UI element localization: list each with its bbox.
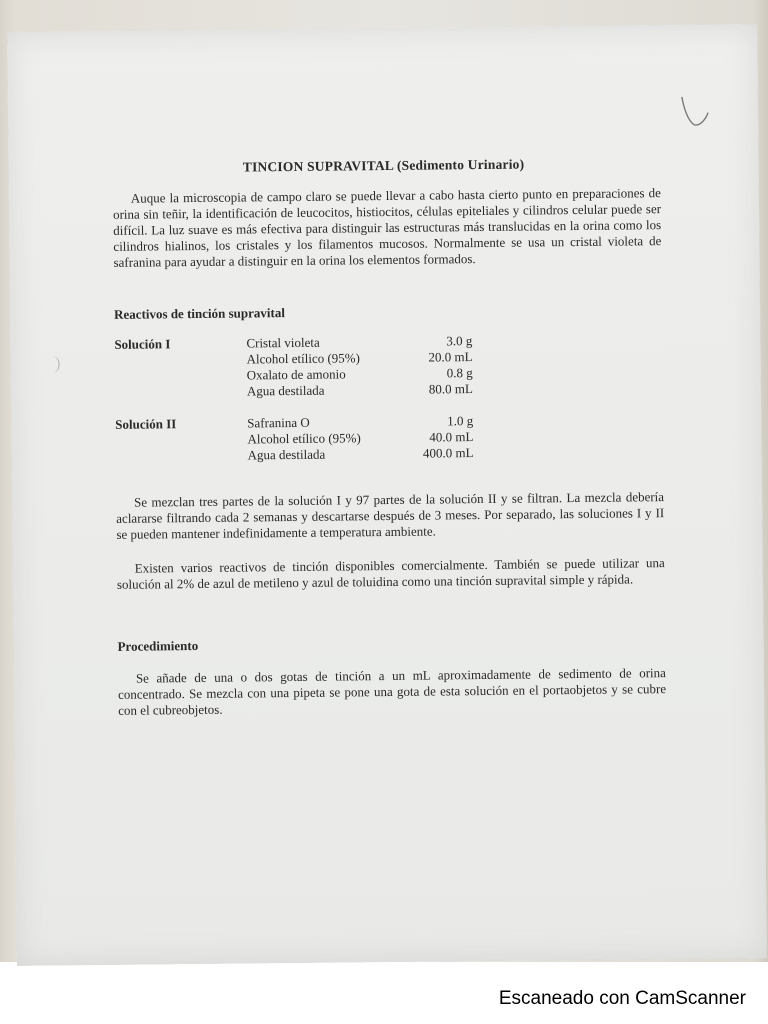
- solution-1-ingredients: [246, 333, 487, 400]
- document-title: TINCION SUPRAVITAL (Sedimento Urinario): [242, 156, 525, 175]
- reactivos-comerciales-paragraph: Existen varios reactivos de tinción disponibles comercialmente. También se puede utilizar una solución al 2% de azul de metileno y azul de toluidina como una tinción supravital simple y rápida.: [116, 555, 665, 592]
- mezcla-paragraph: Se mezclan tres partes de la solución I y 97 partes de la solución II y se filtran. La mezcla debería aclararse filtrando cada 2 semanas y descartarse después de 3 meses. Por separado, las soluciones I y II se pueden mantener indefinidamente a temperatura ambiente.: [116, 489, 665, 542]
- ingredient-quantity: 3.0 g: [446, 333, 473, 349]
- ingredient-quantity: 20.0 mL: [428, 349, 473, 365]
- ingredient-quantity: 1.0 g: [447, 413, 474, 429]
- ingredient-row: [247, 381, 487, 400]
- camscanner-watermark: Escaneado con CamScanner: [498, 988, 746, 1009]
- paper-sheet: [7, 24, 767, 966]
- solution-1-label: Solución I: [114, 336, 171, 352]
- ingredient-name: Oxalato de amonio: [246, 366, 346, 383]
- document-body: [7, 24, 767, 966]
- ingredient-name: Agua destilada: [247, 446, 326, 463]
- procedimiento-paragraph: Se añade de una o dos gotas de tinción a un mL aproximadamente de sedimento de orina concentrado. Se mezcla con una pipeta se pone una gota de esta solución en el portaobjetos y se cubre con el cubreobjetos.: [117, 665, 667, 718]
- ingredient-quantity: 80.0 mL: [428, 381, 473, 397]
- ingredient-quantity: 0.8 g: [446, 365, 473, 381]
- ingredient-name: Alcohol etílico (95%): [246, 350, 360, 367]
- ingredient-quantity: 400.0 mL: [422, 445, 474, 461]
- solution-2-ingredients: [247, 413, 487, 464]
- reactivos-heading: Reactivos de tinción supravital: [114, 305, 285, 322]
- solution-2-label: Solución II: [115, 416, 177, 432]
- ingredient-name: Agua destilada: [246, 382, 325, 399]
- ingredient-name: Alcohol etílico (95%): [247, 430, 361, 447]
- intro-paragraph: Auque la microscopia de campo claro se puede llevar a cabo hasta cierto punto en preparaciones de orina sin teñir, la identificación de leucocitos, histiocitos, células epiteliales y cilindros celular puede ser difícil. La luz suave es más efectiva para distinguir las estructuras más translucidas en la orina como los cilindros hialinos, los cristales y los filamentos mucosos. Normalmente se usa un cristal violeta de safranina para ayudar a distinguir en la orina los elementos formados.: [112, 185, 662, 270]
- ingredient-name: Cristal violeta: [246, 334, 320, 351]
- ingredient-row: [247, 445, 487, 464]
- ingredient-name: Safranina O: [247, 414, 310, 431]
- procedimiento-heading: Procedimiento: [117, 637, 199, 654]
- ingredient-quantity: 40.0 mL: [429, 429, 474, 445]
